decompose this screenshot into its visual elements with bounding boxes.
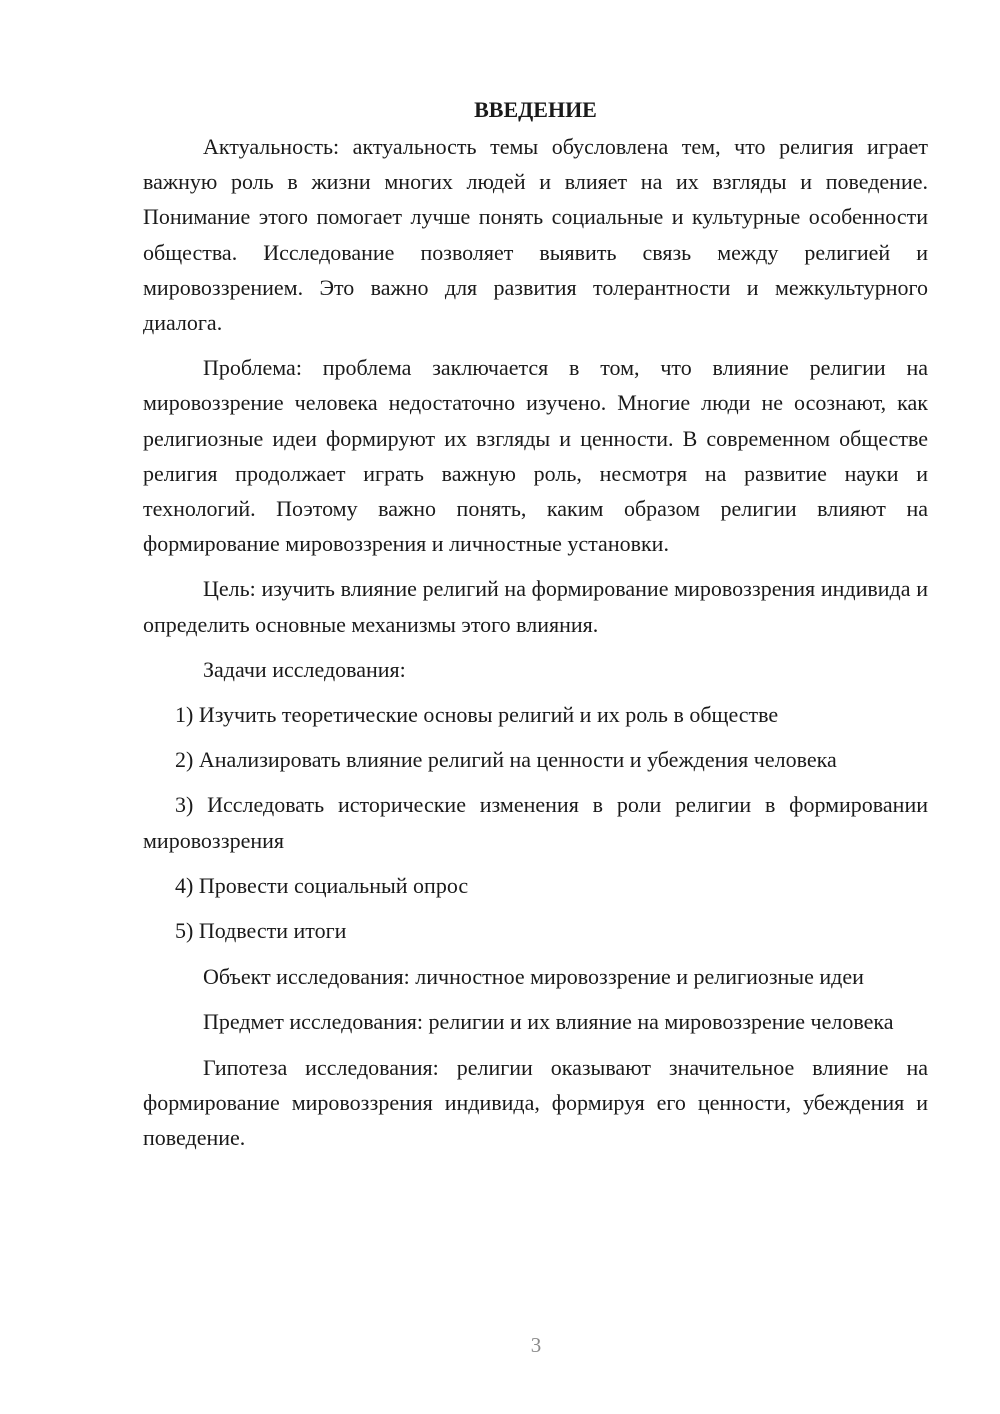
object-paragraph: Объект исследования: личностное мировоззрение и религиозные идеи xyxy=(203,964,864,990)
hypothesis-paragraph: Гипотеза исследования: религии оказывают значительное влияние на формирование мировоззрения индивида, формируя его ценности, убеждения и поведение. xyxy=(143,1054,928,1151)
task-item-3: 3) Исследовать исторические изменения в роли религии в формировании мировоззрения xyxy=(143,792,928,853)
document-page xyxy=(143,92,928,1165)
relevance-paragraph: Актуальность: актуальность темы обусловлена тем, что религия играет важную роль в жизни многих людей и влияет на их взгляды и поведение. Понимание этого помогает лучше понять социальные и культурные особенности общества. Исследование позволяет выявить связь между религией и мировоззрением. Это важно для развития толерантности и межкультурного диалога. xyxy=(143,134,928,336)
subject-paragraph: Предмет исследования: религии и их влияние на мировоззрение человека xyxy=(203,1009,894,1035)
tasks-heading: Задачи исследования: xyxy=(203,656,406,682)
problem-paragraph: Проблема: проблема заключается в том, что влияние религии на мировоззрение человека недостаточно изучено. Многие люди не осознают, как религиозные идеи формируют их взгляды и ценности. В современном обществе религия продолжает играть важную роль, несмотря на развитие науки и технологий. Поэтому важно понять, каким образом религии влияют на формирование мировоззрения и личностные установки. xyxy=(143,355,928,557)
page-title: ВВЕДЕНИЕ xyxy=(474,97,597,122)
page-number: 3 xyxy=(530,1333,542,1357)
task-item-1: 1) Изучить теоретические основы религий и их роль в обществе xyxy=(175,702,779,728)
goal-paragraph: Цель: изучить влияние религий на формирование мировоззрения индивида и определить основные механизмы этого влияния. xyxy=(143,576,928,637)
task-item-5: 5) Подвести итоги xyxy=(175,918,347,944)
task-item-2: 2) Анализировать влияние религий на ценности и убеждения человека xyxy=(175,747,837,773)
task-item-4: 4) Провести социальный опрос xyxy=(175,872,469,898)
